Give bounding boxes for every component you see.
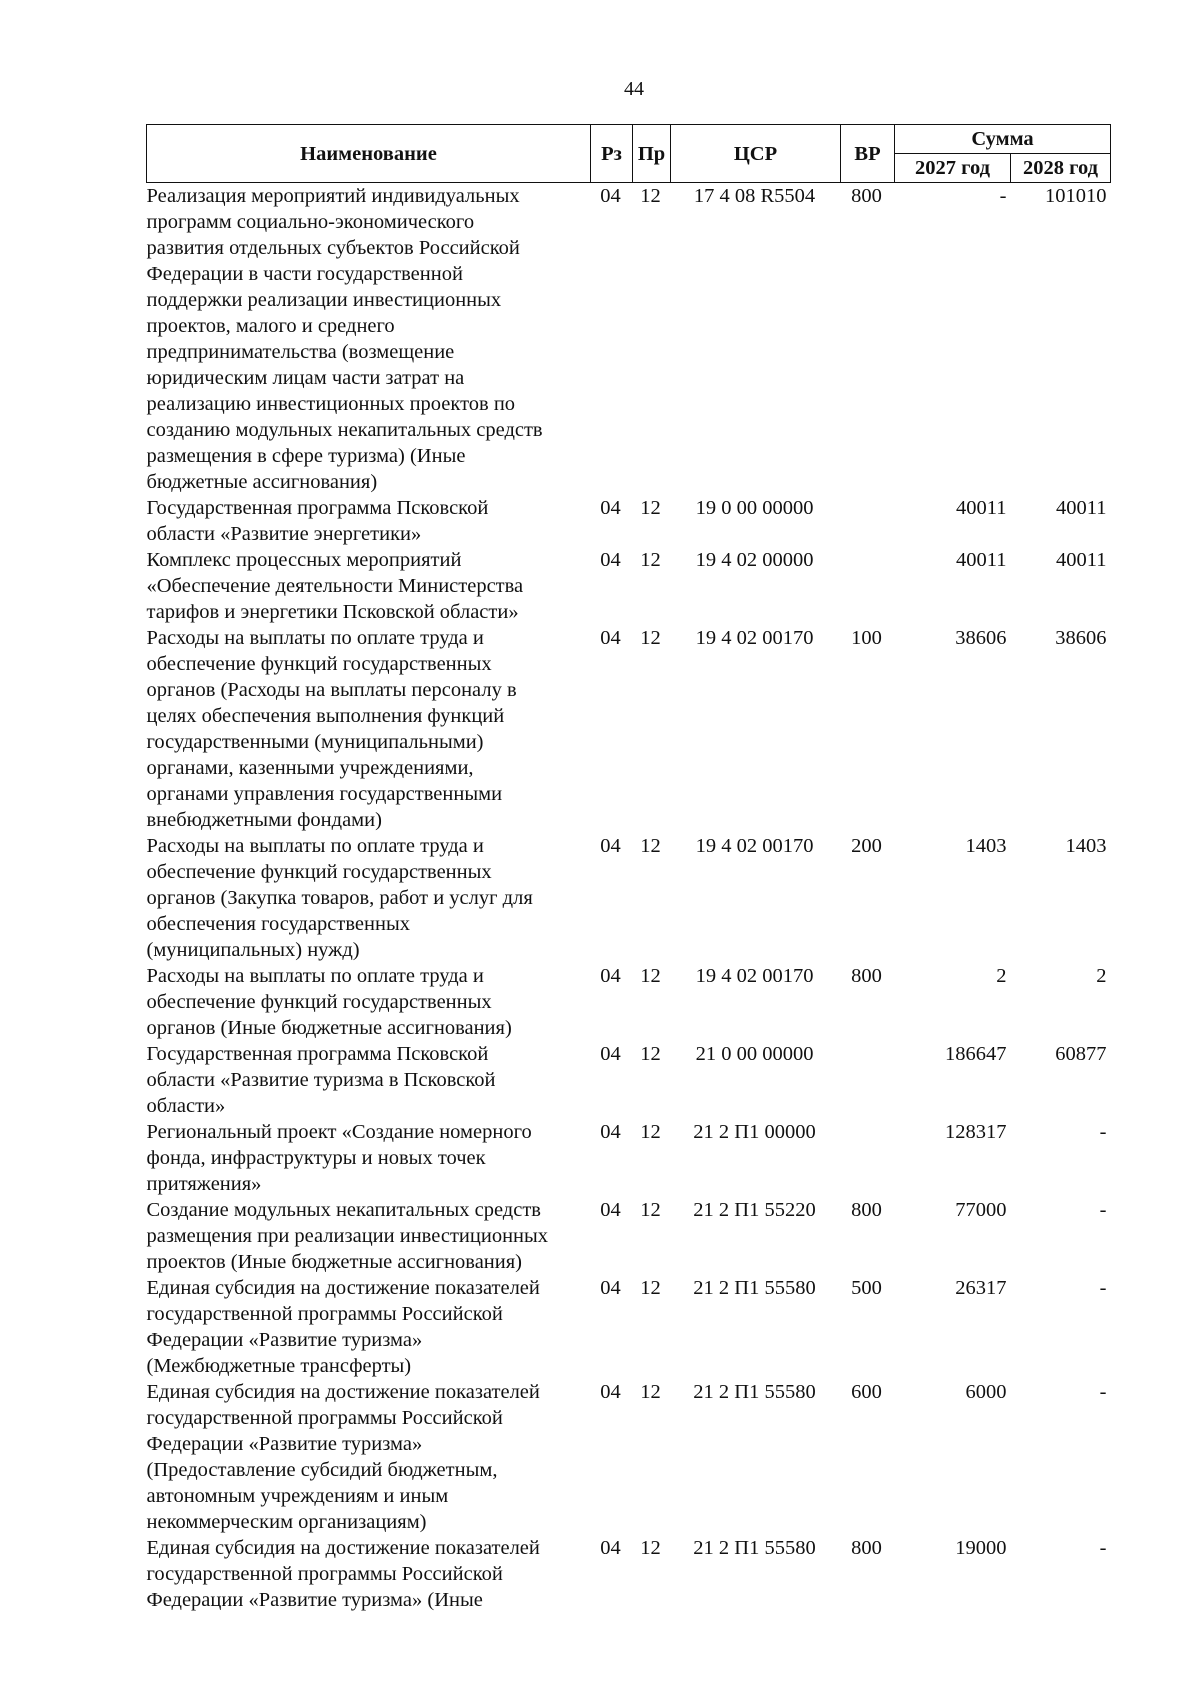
- row-2027: 19000: [955, 1537, 1007, 1559]
- row-name-line: фонда, инфраструктуры и новых точек: [146, 1147, 486, 1169]
- row-csr: 21 2 П1 55580: [693, 1277, 816, 1299]
- row-2027: 26317: [955, 1277, 1007, 1299]
- row-name-line: обеспечение функций государственных: [146, 861, 492, 883]
- row-name-line: (Предоставление субсидий бюджетным,: [146, 1459, 498, 1481]
- row-name-line: притяжения»: [146, 1173, 262, 1195]
- header-rz: Рз: [591, 125, 633, 183]
- row-name-line: «Обеспечение деятельности Министерства: [146, 575, 524, 597]
- row-2028: 1403: [1065, 835, 1107, 857]
- row-2027: 40011: [956, 549, 1007, 571]
- row-name: [147, 1041, 591, 1119]
- row-rz: 04: [600, 1121, 621, 1143]
- row-2027: 2: [996, 965, 1007, 987]
- row-csr: 19 4 02 00170: [695, 835, 814, 857]
- row-2027: 128317: [945, 1121, 1007, 1143]
- row-rz: 04: [600, 835, 621, 857]
- row-name: [147, 1535, 591, 1613]
- row-name-line: внебюджетными фондами): [146, 809, 382, 831]
- row-name-line: предпринимательства (возмещение: [146, 341, 455, 363]
- row-name-line: Расходы на выплаты по оплате труда и: [146, 627, 484, 649]
- row-name-line: Расходы на выплаты по оплате труда и: [146, 965, 484, 987]
- header-name: Наименование: [147, 125, 591, 183]
- row-2027: 38606: [955, 627, 1007, 649]
- row-pr: 12: [640, 835, 661, 857]
- table-row: [147, 1535, 1111, 1613]
- row-2028: -: [1099, 1537, 1107, 1559]
- row-name-line: размещения при реализации инвестиционных: [146, 1225, 549, 1247]
- row-name-line: бюджетные ассигнования): [146, 471, 378, 493]
- row-2028: 60877: [1055, 1043, 1107, 1065]
- row-name-line: проектов, малого и среднего: [146, 315, 395, 337]
- row-rz: 04: [600, 627, 621, 649]
- row-pr: 12: [640, 185, 661, 207]
- row-csr: 19 0 00 00000: [695, 497, 814, 519]
- row-name-line: Расходы на выплаты по оплате труда и: [146, 835, 484, 857]
- row-pr: 12: [640, 497, 661, 519]
- row-name-line: органов (Расходы на выплаты персоналу в: [146, 679, 517, 701]
- table-row: [147, 1275, 1111, 1379]
- row-pr: 12: [640, 1537, 661, 1559]
- row-name-line: области «Развитие энергетики»: [146, 523, 422, 545]
- row-name: [147, 1379, 591, 1535]
- row-vr: [841, 1041, 895, 1119]
- row-csr: 19 4 02 00170: [695, 627, 814, 649]
- row-csr: 21 0 00 00000: [695, 1043, 814, 1065]
- row-name-line: (Межбюджетные трансферты): [146, 1355, 412, 1377]
- row-name-line: Федерации «Развитие туризма» (Иные: [146, 1589, 483, 1611]
- row-vr: 800: [851, 1199, 882, 1221]
- row-name-line: развития отдельных субъектов Российской: [146, 237, 520, 259]
- row-name: [147, 625, 591, 833]
- row-csr: 21 2 П1 55580: [693, 1537, 816, 1559]
- header-pr: Пр: [633, 125, 671, 183]
- row-name-line: обеспечение функций государственных: [146, 991, 492, 1013]
- row-vr: [841, 495, 895, 547]
- table-row: [147, 625, 1111, 833]
- row-name-line: области»: [146, 1095, 226, 1117]
- table-row: [147, 183, 1111, 496]
- row-name-line: органов (Закупка товаров, работ и услуг для: [146, 887, 533, 909]
- row-name: [147, 1275, 591, 1379]
- row-2028: -: [1099, 1199, 1107, 1221]
- row-name-line: реализацию инвестиционных проектов по: [146, 393, 516, 415]
- table-row: [147, 1119, 1111, 1197]
- row-2027: 6000: [965, 1381, 1007, 1403]
- row-name-line: области «Развитие туризма в Псковской: [146, 1069, 496, 1091]
- row-2028: -: [1099, 1381, 1107, 1403]
- row-rz: 04: [600, 497, 621, 519]
- row-csr: 21 2 П1 00000: [693, 1121, 816, 1143]
- table-row: [147, 963, 1111, 1041]
- table-header: [147, 125, 1111, 183]
- header-vr: ВР: [841, 125, 895, 183]
- row-name-line: автономным учреждениям и иным: [146, 1485, 449, 1507]
- row-vr: 500: [851, 1277, 882, 1299]
- row-name-line: Реализация мероприятий индивидуальных: [146, 185, 520, 207]
- table-row: [147, 1197, 1111, 1275]
- row-name-line: Федерации в части государственной: [146, 263, 463, 285]
- row-rz: 04: [600, 549, 621, 571]
- row-name-line: государственной программы Российской: [146, 1563, 503, 1585]
- row-pr: 12: [640, 1277, 661, 1299]
- row-2028: 40011: [1056, 549, 1107, 571]
- row-pr: 12: [640, 965, 661, 987]
- row-vr: 800: [851, 965, 882, 987]
- row-pr: 12: [640, 1043, 661, 1065]
- row-rz: 04: [600, 185, 621, 207]
- row-name-line: целях обеспечения выполнения функций: [146, 705, 505, 727]
- row-2028: -: [1099, 1121, 1107, 1143]
- row-name: [147, 963, 591, 1041]
- row-2027: 77000: [955, 1199, 1007, 1221]
- row-name-line: Единая субсидия на достижение показателей: [146, 1381, 540, 1403]
- row-rz: 04: [600, 1199, 621, 1221]
- row-pr: 12: [640, 627, 661, 649]
- header-2028: 2028 год: [1011, 154, 1111, 183]
- row-rz: 04: [600, 965, 621, 987]
- row-pr: 12: [640, 1381, 661, 1403]
- row-2027: 1403: [965, 835, 1007, 857]
- row-name-line: органами, казенными учреждениями,: [146, 757, 474, 779]
- row-name-line: Федерации «Развитие туризма»: [146, 1329, 423, 1351]
- table-row: [147, 547, 1111, 625]
- row-name-line: Государственная программа Псковской: [146, 497, 489, 519]
- row-name-line: (муниципальных) нужд): [146, 939, 360, 961]
- row-name-line: Государственная программа Псковской: [146, 1043, 489, 1065]
- row-2028: 38606: [1055, 627, 1107, 649]
- row-csr: 19 4 02 00170: [695, 965, 814, 987]
- row-pr: 12: [640, 1121, 661, 1143]
- row-name: [147, 833, 591, 963]
- row-name: [147, 547, 591, 625]
- row-rz: 04: [600, 1277, 621, 1299]
- page-number: 44: [624, 78, 644, 100]
- table-row: [147, 833, 1111, 963]
- row-name-line: Комплекс процессных мероприятий: [146, 549, 462, 571]
- row-name: [147, 495, 591, 547]
- row-2028: 101010: [1045, 185, 1107, 207]
- table-row: [147, 495, 1111, 547]
- row-name-line: созданию модульных некапитальных средств: [146, 419, 543, 441]
- row-vr: 200: [851, 835, 882, 857]
- row-name-line: государственной программы Российской: [146, 1303, 503, 1325]
- row-vr: [841, 547, 895, 625]
- row-name-line: Региональный проект «Создание номерного: [146, 1121, 532, 1143]
- row-rz: 04: [600, 1537, 621, 1559]
- row-name-line: государственными (муниципальными): [146, 731, 484, 753]
- row-name-line: юридическим лицам части затрат на: [146, 367, 465, 389]
- row-rz: 04: [600, 1043, 621, 1065]
- row-name-line: обеспечение функций государственных: [146, 653, 492, 675]
- table-row: [147, 1379, 1111, 1535]
- row-2028: -: [1099, 1277, 1107, 1299]
- row-name-line: Федерации «Развитие туризма»: [146, 1433, 423, 1455]
- row-2027: 40011: [956, 497, 1007, 519]
- row-vr: 800: [851, 185, 882, 207]
- row-csr: 17 4 08 R5504: [693, 185, 816, 207]
- row-2028: 40011: [1056, 497, 1107, 519]
- row-pr: 12: [640, 549, 661, 571]
- table-row: [147, 1041, 1111, 1119]
- row-name-line: органов (Иные бюджетные ассигнования): [146, 1017, 512, 1039]
- row-name-line: обеспечения государственных: [146, 913, 410, 935]
- header-2027: 2027 год: [895, 154, 1011, 183]
- row-name-line: размещения в сфере туризма) (Иные: [146, 445, 466, 467]
- row-name-line: Единая субсидия на достижение показателей: [146, 1537, 540, 1559]
- row-name-line: программ социально-экономического: [146, 211, 475, 233]
- row-name-line: Единая субсидия на достижение показателей: [146, 1277, 540, 1299]
- budget-table: [146, 124, 1111, 1613]
- row-name-line: проектов (Иные бюджетные ассигнования): [146, 1251, 523, 1273]
- row-name-line: тарифов и энергетики Псковской области»: [146, 601, 519, 623]
- header-csr: ЦСР: [671, 125, 841, 183]
- row-name-line: некоммерческим организациям): [146, 1511, 427, 1533]
- row-name-line: Создание модульных некапитальных средств: [146, 1199, 541, 1221]
- row-2027: 186647: [945, 1043, 1007, 1065]
- row-csr: 21 2 П1 55580: [693, 1381, 816, 1403]
- row-csr: 19 4 02 00000: [695, 549, 814, 571]
- row-vr: 800: [851, 1537, 882, 1559]
- row-name-line: поддержки реализации инвестиционных: [146, 289, 502, 311]
- row-2027: -: [999, 185, 1007, 207]
- row-2028: 2: [1096, 965, 1107, 987]
- row-name: [147, 183, 591, 496]
- row-vr: [841, 1119, 895, 1197]
- row-csr: 21 2 П1 55220: [693, 1199, 816, 1221]
- row-vr: 600: [851, 1381, 882, 1403]
- row-name-line: органами управления государственными: [146, 783, 503, 805]
- row-name: [147, 1197, 591, 1275]
- row-pr: 12: [640, 1199, 661, 1221]
- row-name-line: государственной программы Российской: [146, 1407, 503, 1429]
- row-name: [147, 1119, 591, 1197]
- table-body: [147, 183, 1111, 1614]
- row-rz: 04: [600, 1381, 621, 1403]
- header-sum: Сумма: [895, 125, 1111, 154]
- row-vr: 100: [851, 627, 882, 649]
